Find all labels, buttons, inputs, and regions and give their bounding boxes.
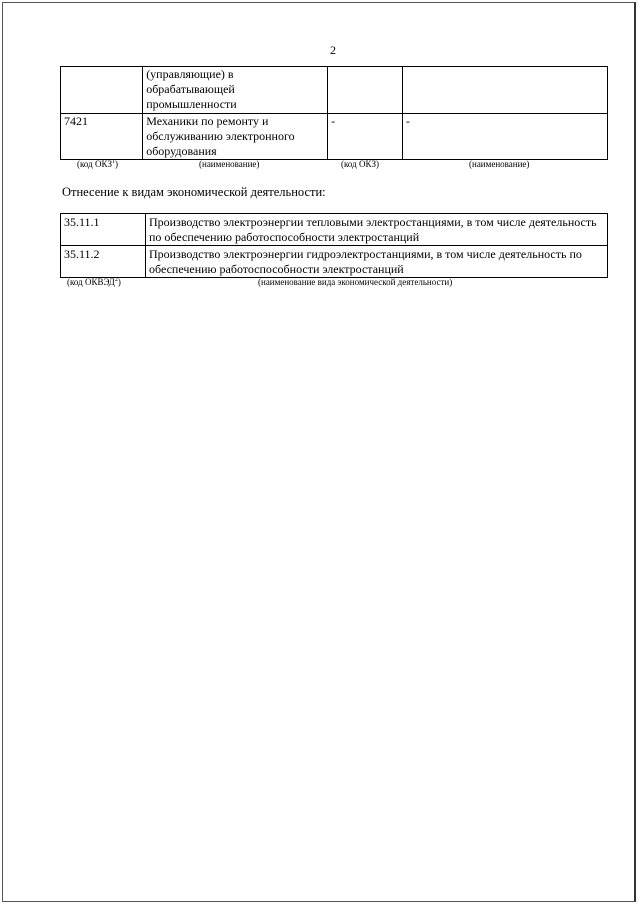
okved-name-cell: Производство электроэнергии тепловыми электростанциями, в том числе деятельность по обеспечению работоспособности электростанций [146,214,608,246]
caption-activity-name: (наименование вида экономической деятельности) [258,277,453,287]
caption-okved-code: (код ОКВЭД$^2$) [67,277,121,287]
okved-code-cell: 35.11.1 [61,214,146,246]
section-heading: Отнесение к видам экономической деятельности: [62,185,326,199]
page-number: 2 [330,43,336,57]
caption-okz-code: (код ОКЗ$^1$) [77,159,118,169]
caption-okz-code-2: (код ОКЗ) [341,159,379,169]
okz-name-cell: - [402,114,607,160]
okz-name-cell: Механики по ремонту и обслуживанию электронного оборудования [143,114,328,160]
okved-name-cell: Производство электроэнергии гидроэлектростанциями, в том числе деятельность по обеспечению работоспособности электростанций [146,246,608,278]
caption-okz-name: (наименование) [199,159,260,169]
footnote-marker: 1 [112,159,115,165]
okz-table [60,66,608,160]
table-row [61,114,608,160]
okz-code-cell [328,67,403,114]
okz-name-cell: (управляющие) в обрабатывающей промышленности [143,67,328,114]
table-row [61,67,608,114]
okz-name-cell [402,67,607,114]
caption-okz-name-2: (наименование) [469,159,530,169]
table-row [61,214,608,246]
okved-code-cell: 35.11.2 [61,246,146,278]
okz-code-cell [61,67,143,114]
footnote-marker: 2 [114,277,118,283]
table-row [61,246,608,278]
okved-table [60,213,608,278]
okz-code-cell: 7421 [61,114,143,160]
okz-code-cell: - [328,114,403,160]
